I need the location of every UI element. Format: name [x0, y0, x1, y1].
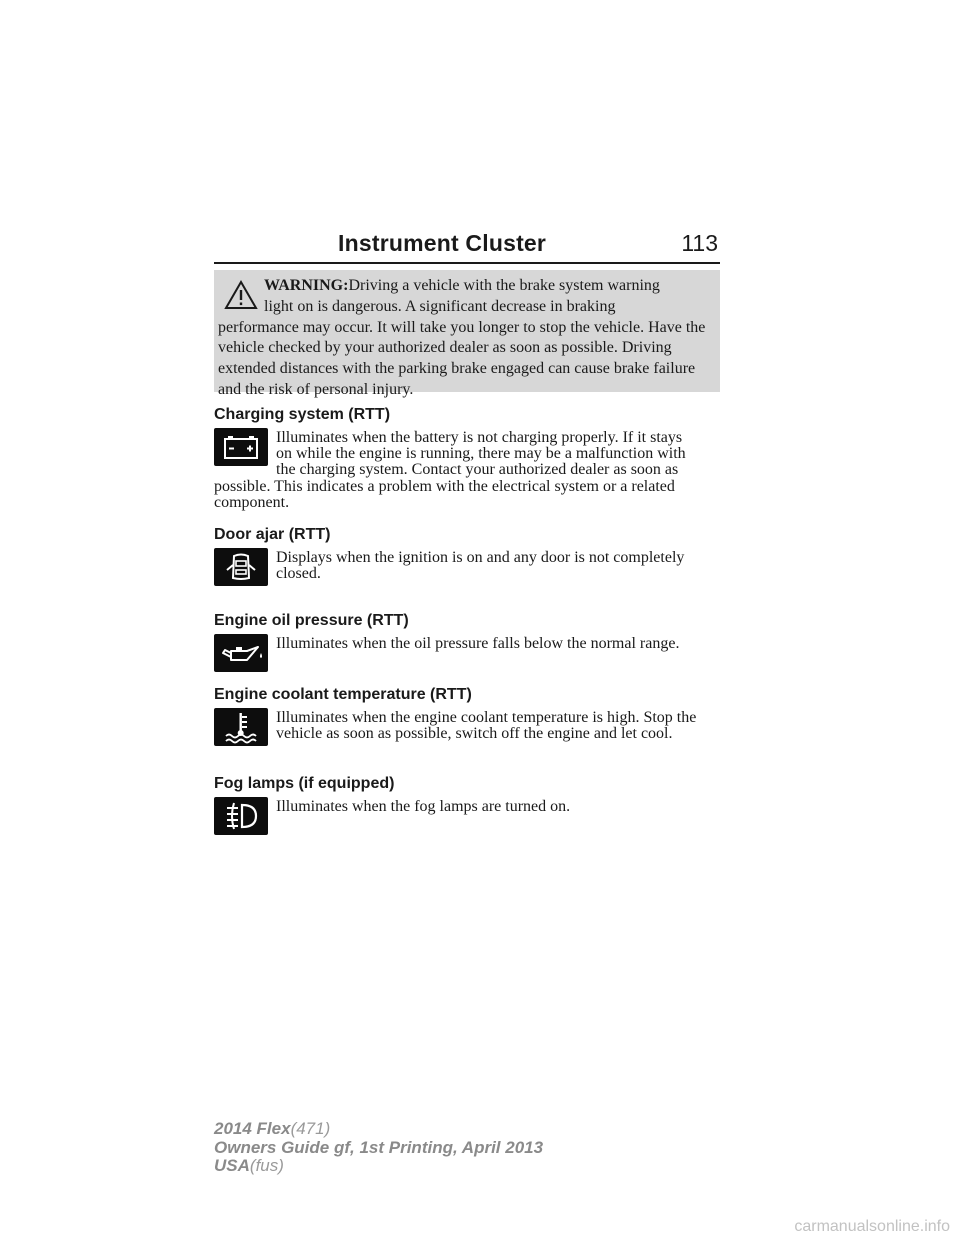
page-number: 113	[681, 230, 718, 256]
warning-label: WARNING:	[264, 277, 349, 294]
warning-first-line	[264, 276, 714, 297]
door-ajar-symbol	[214, 548, 268, 586]
footer-printing: Owners Guide gf, 1st Printing, April 2013	[214, 1137, 544, 1157]
footer-market-code: (fus)	[249, 1156, 284, 1175]
footer-model-code: (471)	[290, 1119, 331, 1138]
fog-lamp-icon	[214, 797, 268, 835]
footer-market: USA	[214, 1156, 250, 1175]
engine-oil-pressure-description: Illuminates when the oil pressure falls below the normal range.	[276, 635, 680, 652]
footer-line-2	[214, 1139, 543, 1158]
charging-system-symbol	[214, 428, 268, 466]
charging-system-line: Illuminates when the battery is not charging properly. If it stays	[276, 429, 683, 446]
warning-body: performance may occur. It will take you longer to stop the vehicle. Have the vehicle checked by your authorized dealer as soon as possible. Driving extended distances with the parking brake engaged can cause brake failure and the risk of personal injury.	[218, 318, 706, 398]
oil-can-icon	[214, 634, 268, 672]
section-heading-charging-system: Charging system (RTT)	[214, 406, 391, 423]
fog-lamps-symbol	[214, 797, 268, 835]
warning-second-line: light on is dangerous. A significant decrease in braking	[264, 297, 616, 315]
section-heading-engine-oil-pressure: Engine oil pressure (RTT)	[214, 612, 409, 629]
footer-line-1	[214, 1120, 543, 1139]
battery-icon	[214, 428, 268, 466]
section-heading-engine-coolant-temperature: Engine coolant temperature (RTT)	[214, 686, 472, 703]
charging-system-line: on while the engine is running, there may be a malfunction with	[276, 445, 686, 463]
footer-line-3	[214, 1157, 543, 1176]
warning-box	[214, 270, 720, 398]
door-ajar-description: Displays when the ignition is on and any door is not completely closed.	[276, 549, 685, 583]
header-divider	[214, 262, 720, 264]
charging-system-line: the charging system. Contact your authorized dealer as soon as	[276, 461, 679, 479]
page-title: Instrument Cluster	[338, 230, 547, 256]
section-heading-fog-lamps: Fog lamps (if equipped)	[214, 775, 395, 792]
charging-system-description-continued: possible. This indicates a problem with the electrical system or a related component.	[214, 478, 675, 512]
engine-coolant-temperature-symbol	[214, 708, 268, 746]
watermark: carmanualsonline.info	[794, 1218, 950, 1235]
engine-coolant-temperature-description: Illuminates when the engine coolant temperature is high. Stop the vehicle as soon as possible, switch off the engine and let cool.	[276, 709, 697, 743]
coolant-temperature-icon	[214, 708, 268, 746]
warning-first-line-text: Driving a vehicle with the brake system warning	[348, 277, 660, 294]
door-ajar-icon	[214, 548, 268, 586]
section-heading-door-ajar: Door ajar (RTT)	[214, 526, 331, 543]
charging-system-description	[276, 430, 722, 479]
engine-oil-pressure-symbol	[214, 634, 268, 672]
fog-lamps-description: Illuminates when the fog lamps are turned on.	[276, 798, 571, 815]
footer-model: 2014 Flex	[214, 1119, 291, 1138]
document-footer	[214, 1120, 543, 1176]
warning-triangle-icon	[224, 280, 258, 310]
